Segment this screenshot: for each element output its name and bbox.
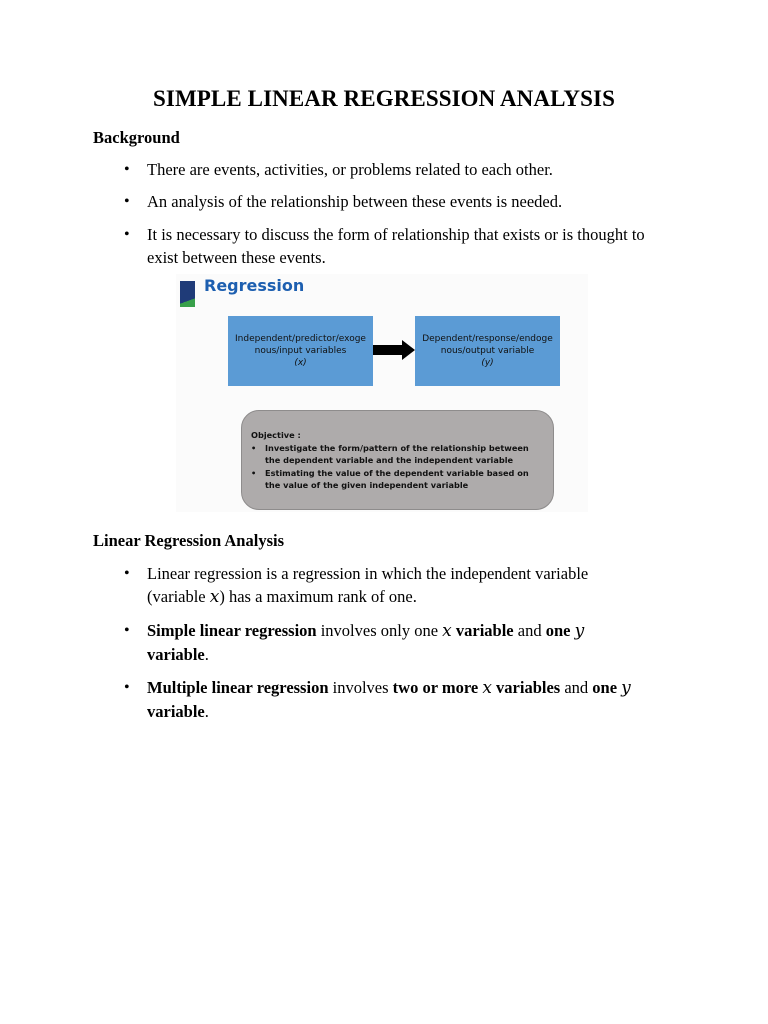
bullet-icon: • — [124, 226, 130, 243]
right-arrow-icon — [373, 340, 415, 360]
page-title: SIMPLE LINEAR REGRESSION ANALYSIS — [153, 86, 615, 111]
regression-figure — [176, 274, 588, 512]
bullet-icon: • — [124, 565, 130, 582]
list-item: • Investigate the form/pattern of the relationship between the dependent variable and the independent variable — [251, 442, 545, 467]
background-list — [0, 158, 768, 269]
logo-icon — [180, 281, 195, 307]
objective-label: Objective : — [251, 430, 301, 440]
list-item: • Simple linear regression involves only one x variable and one y variable. — [124, 621, 585, 664]
bullet-icon: • — [124, 622, 130, 639]
list-item: • Estimating the value of the dependent variable based on the value of the given independent variable — [251, 467, 545, 492]
objective-list — [251, 442, 545, 492]
bullet-icon: • — [124, 679, 130, 696]
linear-regression-heading: Linear Regression Analysis — [93, 531, 284, 550]
list-item: • Multiple linear regression involves two or more x variables and one y variable. — [124, 678, 631, 721]
list-item: • There are events, activities, or problems related to each other. — [124, 160, 553, 179]
list-item: • An analysis of the relationship between these events is needed. — [124, 192, 563, 211]
independent-variable-box: Independent/predictor/exoge nous/input variables (x) — [228, 316, 373, 386]
bullet-icon: • — [124, 161, 130, 178]
list-item: • It is necessary to discuss the form of relationship that exists or is thought to exist between these events. — [124, 225, 645, 267]
linear-regression-list — [0, 562, 768, 723]
dependent-variable-box: Dependent/response/endoge nous/output variable (y) — [415, 316, 560, 386]
bullet-icon: • — [124, 193, 130, 210]
objective-box — [241, 410, 554, 510]
background-heading: Background — [93, 128, 180, 147]
list-item: • Linear regression is a regression in which the independent variable (variable x) has a maximum rank of one. — [124, 564, 589, 607]
figure-title: Regression — [204, 276, 305, 295]
